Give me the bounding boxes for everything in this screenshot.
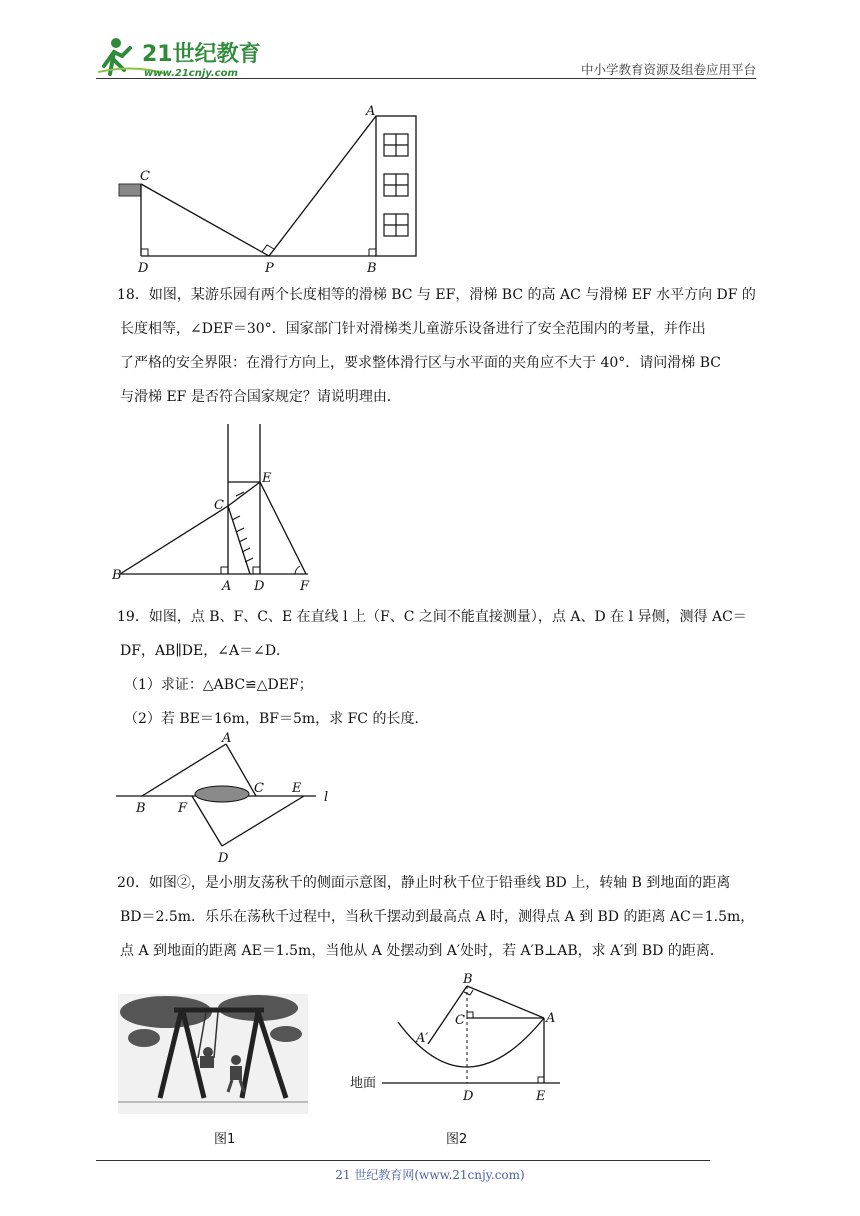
window-icons (384, 134, 408, 236)
label-P: P (265, 261, 274, 276)
label-F: F (300, 579, 310, 590)
label-A: A (366, 104, 376, 119)
q18-line3: 了严格的安全界限：在滑行方向上，要求整体滑行区与水平面的夹角应不大于 40°．请问滑梯 BC (120, 355, 721, 371)
label-B: B (112, 568, 122, 583)
label-A: A (546, 1011, 556, 1026)
q18-line4: 与滑梯 EF 是否符合国家规定？请说明理由． (120, 389, 401, 405)
figure-q18 (112, 420, 322, 594)
label-D: D (218, 851, 229, 866)
q19-line2: DF，AB∥DE，∠A＝∠D． (120, 643, 291, 659)
question-20 (117, 866, 762, 968)
logo-text: 21世纪教育 (142, 42, 261, 67)
label-D: D (254, 579, 265, 590)
label-B: B (463, 972, 473, 987)
ledge-shape (119, 184, 141, 196)
q19-part1: （1）求证：△ABC≌△DEF； (124, 677, 313, 693)
label-D: D (138, 261, 149, 276)
q18-line2: 长度相等，∠DEF＝30°．国家部门针对滑梯类儿童游乐设备进行了安全范围内的考量，并作出 (120, 321, 706, 337)
figure-q17 (112, 100, 432, 284)
figure-q20-diagram (346, 964, 576, 1118)
label-E: E (262, 471, 272, 486)
footer-link[interactable]: 21 世纪教育网(www.21cnjy.com) (335, 1168, 525, 1182)
q20-line1: 20．如图②，是小朋友荡秋千的侧面示意图，静止时秋千位于铅垂线 BD 上，转轴 B 到地面的距离 (117, 875, 731, 891)
label-C: C (140, 169, 150, 184)
label-C: C (455, 1013, 465, 1028)
footer-divider (96, 1160, 710, 1161)
header-divider (96, 78, 756, 79)
label-B: B (367, 261, 377, 276)
question-18 (117, 278, 762, 414)
logo-url: www.21cnjy.com (144, 68, 238, 79)
label-E: E (292, 781, 302, 796)
figure-2-caption: 图2 (446, 1132, 468, 1147)
label-E: E (536, 1089, 546, 1104)
label-D: D (463, 1089, 474, 1104)
label-B: B (136, 801, 146, 816)
figure-1-caption: 图1 (214, 1132, 236, 1147)
pond-shape (195, 786, 249, 802)
label-A-prime: A′ (416, 1031, 429, 1046)
q19-line1: 19．如图，点 B、F、C、E 在直线 l 上（F、C 之间不能直接测量），点 A、D 在 l 异侧，测得 AC＝ (117, 609, 747, 625)
question-19 (117, 600, 762, 668)
q19-part2: （2）若 BE＝16m，BF＝5m，求 FC 的长度． (124, 711, 429, 727)
label-C: C (214, 498, 224, 513)
platform-title: 中小学教育资源及组卷应用平台 (580, 62, 756, 77)
label-F: F (178, 801, 188, 816)
q18-line1: 18．如图，某游乐园有两个长度相等的滑梯 BC 与 EF，滑梯 BC 的高 AC 与滑梯 EF 水平方向 DF 的 (117, 287, 756, 303)
label-C: C (254, 781, 264, 796)
q20-line3: 点 A 到地面的距离 AE＝1.5m，当他从 A 处摆动到 A′处时，若 A′B⊥AB，求 A′到 BD 的距离． (120, 943, 724, 959)
label-A: A (222, 579, 232, 590)
figure-q20-photo (118, 994, 308, 1118)
figure-q19 (112, 726, 342, 870)
site-logo (96, 34, 266, 80)
q20-line2: BD＝2.5m．乐乐在荡秋千过程中，当秋千摆动到最高点 A 时，测得点 A 到 BD 的距离 AC＝1.5m， (120, 909, 755, 925)
label-A: A (222, 731, 232, 746)
label-l: l (324, 790, 329, 805)
ground-label: 地面 (350, 1076, 377, 1091)
